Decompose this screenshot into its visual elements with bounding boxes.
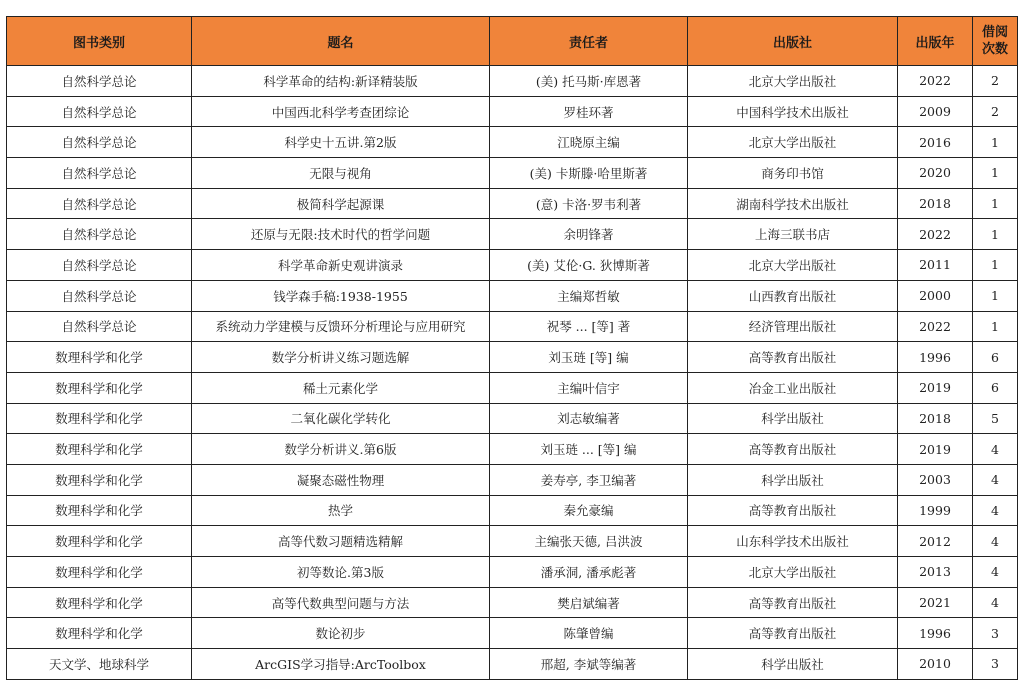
cell-title: 二氧化碳化学转化 xyxy=(192,403,490,434)
cell-borrow-count: 4 xyxy=(973,464,1018,495)
table-row xyxy=(7,557,1018,588)
cell-borrow-count: 1 xyxy=(973,127,1018,158)
cell-title: 热学 xyxy=(192,495,490,526)
cell-borrow-count: 1 xyxy=(973,158,1018,189)
cell-borrow-count: 6 xyxy=(973,372,1018,403)
cell-author: 刘志敏编著 xyxy=(490,403,688,434)
cell-publisher: 山西教育出版社 xyxy=(688,280,898,311)
cell-author: (美) 托马斯·库恩著 xyxy=(490,66,688,97)
table-row xyxy=(7,311,1018,342)
cell-year: 2022 xyxy=(898,66,973,97)
cell-author: 主编张天德, 吕洪波 xyxy=(490,526,688,557)
header-author: 责任者 xyxy=(490,17,688,66)
cell-author: 余明锋著 xyxy=(490,219,688,250)
header-title: 题名 xyxy=(192,17,490,66)
header-year: 出版年 xyxy=(898,17,973,66)
cell-category: 自然科学总论 xyxy=(7,280,192,311)
cell-author: 祝琴 ... [等] 著 xyxy=(490,311,688,342)
table-row xyxy=(7,66,1018,97)
cell-publisher: 科学出版社 xyxy=(688,403,898,434)
cell-category: 自然科学总论 xyxy=(7,188,192,219)
table-row xyxy=(7,434,1018,465)
cell-category: 自然科学总论 xyxy=(7,158,192,189)
cell-publisher: 科学出版社 xyxy=(688,464,898,495)
table-body xyxy=(7,66,1018,680)
cell-title: 科学革命的结构:新译精装版 xyxy=(192,66,490,97)
cell-borrow-count: 2 xyxy=(973,66,1018,97)
cell-year: 2011 xyxy=(898,250,973,281)
cell-author: 主编叶信宇 xyxy=(490,372,688,403)
cell-category: 数理科学和化学 xyxy=(7,434,192,465)
cell-publisher: 商务印书馆 xyxy=(688,158,898,189)
cell-title: 数学分析讲义练习题选解 xyxy=(192,342,490,373)
cell-year: 2022 xyxy=(898,219,973,250)
cell-title: 高等代数习题精选精解 xyxy=(192,526,490,557)
cell-category: 数理科学和化学 xyxy=(7,526,192,557)
cell-year: 2000 xyxy=(898,280,973,311)
header-category: 图书类别 xyxy=(7,17,192,66)
cell-author: 陈肇曾编 xyxy=(490,618,688,649)
table-row xyxy=(7,188,1018,219)
cell-publisher: 高等教育出版社 xyxy=(688,342,898,373)
table-row xyxy=(7,219,1018,250)
cell-category: 自然科学总论 xyxy=(7,219,192,250)
cell-borrow-count: 4 xyxy=(973,587,1018,618)
cell-year: 2021 xyxy=(898,587,973,618)
cell-borrow-count: 3 xyxy=(973,649,1018,680)
cell-borrow-count: 3 xyxy=(973,618,1018,649)
cell-publisher: 北京大学出版社 xyxy=(688,557,898,588)
cell-borrow-count: 1 xyxy=(973,311,1018,342)
cell-title: 系统动力学建模与反馈环分析理论与应用研究 xyxy=(192,311,490,342)
header-publisher: 出版社 xyxy=(688,17,898,66)
table-row xyxy=(7,649,1018,680)
table-row xyxy=(7,280,1018,311)
book-borrowing-table xyxy=(6,16,1018,680)
table-row xyxy=(7,464,1018,495)
header-row xyxy=(7,17,1018,66)
cell-publisher: 山东科学技术出版社 xyxy=(688,526,898,557)
cell-publisher: 上海三联书店 xyxy=(688,219,898,250)
table-row xyxy=(7,372,1018,403)
cell-publisher: 北京大学出版社 xyxy=(688,127,898,158)
table-row xyxy=(7,127,1018,158)
cell-year: 2012 xyxy=(898,526,973,557)
cell-category: 数理科学和化学 xyxy=(7,587,192,618)
cell-title: 数论初步 xyxy=(192,618,490,649)
header-borrow-count: 借阅次数 xyxy=(973,17,1018,66)
table-row xyxy=(7,587,1018,618)
cell-borrow-count: 1 xyxy=(973,280,1018,311)
cell-title: 科学革命新史观讲演录 xyxy=(192,250,490,281)
cell-borrow-count: 4 xyxy=(973,526,1018,557)
cell-title: 初等数论.第3版 xyxy=(192,557,490,588)
cell-category: 数理科学和化学 xyxy=(7,557,192,588)
cell-year: 2019 xyxy=(898,372,973,403)
cell-publisher: 高等教育出版社 xyxy=(688,434,898,465)
cell-author: 刘玉琏 ... [等] 编 xyxy=(490,434,688,465)
cell-title: 还原与无限:技术时代的哲学问题 xyxy=(192,219,490,250)
cell-publisher: 湖南科学技术出版社 xyxy=(688,188,898,219)
cell-borrow-count: 1 xyxy=(973,219,1018,250)
cell-title: 凝聚态磁性物理 xyxy=(192,464,490,495)
cell-category: 自然科学总论 xyxy=(7,311,192,342)
cell-year: 2013 xyxy=(898,557,973,588)
cell-category: 数理科学和化学 xyxy=(7,618,192,649)
cell-category: 自然科学总论 xyxy=(7,127,192,158)
cell-author: 姜寿亭, 李卫编著 xyxy=(490,464,688,495)
cell-borrow-count: 4 xyxy=(973,557,1018,588)
cell-publisher: 北京大学出版社 xyxy=(688,250,898,281)
cell-year: 2010 xyxy=(898,649,973,680)
cell-year: 2018 xyxy=(898,403,973,434)
table-row xyxy=(7,250,1018,281)
cell-category: 数理科学和化学 xyxy=(7,464,192,495)
table-row xyxy=(7,158,1018,189)
cell-author: 潘承洞, 潘承彪著 xyxy=(490,557,688,588)
cell-title: 中国西北科学考查团综论 xyxy=(192,96,490,127)
cell-year: 1996 xyxy=(898,342,973,373)
cell-borrow-count: 2 xyxy=(973,96,1018,127)
cell-borrow-count: 4 xyxy=(973,495,1018,526)
cell-publisher: 科学出版社 xyxy=(688,649,898,680)
cell-year: 1999 xyxy=(898,495,973,526)
cell-publisher: 经济管理出版社 xyxy=(688,311,898,342)
cell-category: 数理科学和化学 xyxy=(7,495,192,526)
cell-year: 2009 xyxy=(898,96,973,127)
cell-title: 高等代数典型问题与方法 xyxy=(192,587,490,618)
cell-category: 自然科学总论 xyxy=(7,250,192,281)
cell-year: 2022 xyxy=(898,311,973,342)
cell-category: 数理科学和化学 xyxy=(7,342,192,373)
cell-year: 1996 xyxy=(898,618,973,649)
cell-year: 2003 xyxy=(898,464,973,495)
cell-category: 自然科学总论 xyxy=(7,66,192,97)
table-row xyxy=(7,495,1018,526)
cell-title: ArcGIS学习指导:ArcToolbox xyxy=(192,649,490,680)
cell-author: 秦允豪编 xyxy=(490,495,688,526)
cell-title: 科学史十五讲.第2版 xyxy=(192,127,490,158)
cell-title: 稀土元素化学 xyxy=(192,372,490,403)
cell-publisher: 北京大学出版社 xyxy=(688,66,898,97)
table-row xyxy=(7,618,1018,649)
cell-publisher: 高等教育出版社 xyxy=(688,618,898,649)
cell-borrow-count: 5 xyxy=(973,403,1018,434)
cell-borrow-count: 1 xyxy=(973,250,1018,281)
cell-publisher: 高等教育出版社 xyxy=(688,495,898,526)
cell-author: (美) 艾伦·G. 狄博斯著 xyxy=(490,250,688,281)
cell-author: 江晓原主编 xyxy=(490,127,688,158)
cell-year: 2020 xyxy=(898,158,973,189)
cell-title: 无限与视角 xyxy=(192,158,490,189)
cell-category: 自然科学总论 xyxy=(7,96,192,127)
cell-publisher: 高等教育出版社 xyxy=(688,587,898,618)
cell-author: (意) 卡洛·罗韦利著 xyxy=(490,188,688,219)
cell-borrow-count: 4 xyxy=(973,434,1018,465)
cell-borrow-count: 6 xyxy=(973,342,1018,373)
cell-author: 罗桂环著 xyxy=(490,96,688,127)
cell-author: 主编郑哲敏 xyxy=(490,280,688,311)
cell-borrow-count: 1 xyxy=(973,188,1018,219)
table-row xyxy=(7,526,1018,557)
cell-year: 2016 xyxy=(898,127,973,158)
cell-title: 极简科学起源课 xyxy=(192,188,490,219)
cell-title: 钱学森手稿:1938-1955 xyxy=(192,280,490,311)
table-row xyxy=(7,403,1018,434)
cell-category: 数理科学和化学 xyxy=(7,403,192,434)
table-header xyxy=(7,17,1018,66)
cell-author: 邢超, 李斌等编著 xyxy=(490,649,688,680)
cell-author: (美) 卡斯滕·哈里斯著 xyxy=(490,158,688,189)
table-row xyxy=(7,96,1018,127)
cell-year: 2018 xyxy=(898,188,973,219)
cell-category: 数理科学和化学 xyxy=(7,372,192,403)
cell-publisher: 冶金工业出版社 xyxy=(688,372,898,403)
cell-category: 天文学、地球科学 xyxy=(7,649,192,680)
cell-author: 樊启斌编著 xyxy=(490,587,688,618)
cell-title: 数学分析讲义.第6版 xyxy=(192,434,490,465)
table-row xyxy=(7,342,1018,373)
cell-year: 2019 xyxy=(898,434,973,465)
cell-publisher: 中国科学技术出版社 xyxy=(688,96,898,127)
cell-author: 刘玉琏 [等] 编 xyxy=(490,342,688,373)
